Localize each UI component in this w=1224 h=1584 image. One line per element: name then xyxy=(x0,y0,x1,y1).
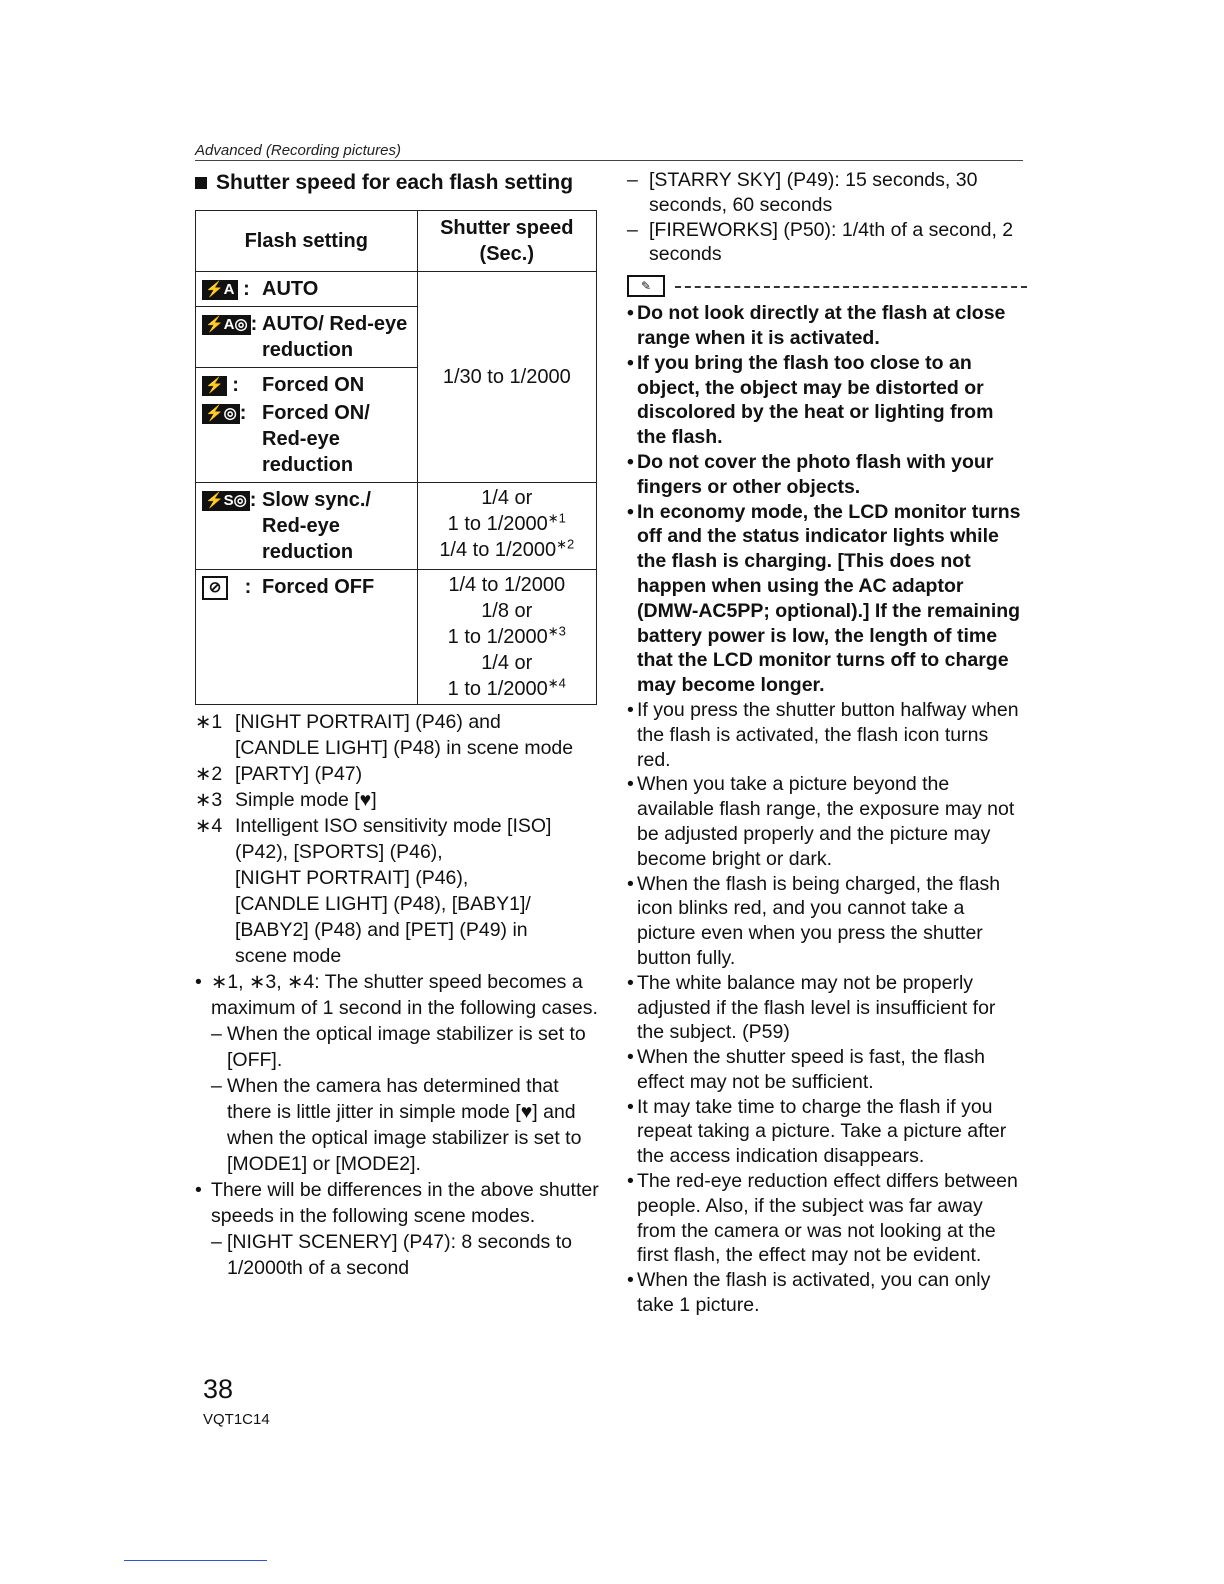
flash-row-forced-on-redeye: ⚡◎ : Forced ON/ Red-eye reduction xyxy=(202,400,413,478)
footnote: ∗2 [PARTY] (P47) xyxy=(195,763,363,785)
flash-label: Forced ON/ Red-eye reduction xyxy=(262,402,370,476)
section-heading xyxy=(195,170,600,196)
list-item: • There will be differences in the above shutter speeds in the following scene modes. xyxy=(195,1179,599,1227)
footnote: ∗4 Intelligent ISO sensitivity mode [ISO] (P42), [SPORTS] (P46), [NIGHT PORTRAIT] (P46), [CANDLE LIGHT] (P48), [BABY1]/ [BABY2] (P48) and [PET] (P49) in scene mode xyxy=(195,815,552,967)
flash-auto-redeye-icon: ⚡A◎ xyxy=(202,315,251,335)
list-item: • The white balance may not be properly adjusted if the flash level is insufficient for the subject. (P59) xyxy=(627,971,996,1044)
right-column xyxy=(627,168,1027,1318)
list-item: • It may take time to charge the flash if you repeat taking a picture. Take a picture after the access indication disappears. xyxy=(627,1095,1007,1168)
divider xyxy=(124,1560,267,1561)
flash-row-forced-off: ⊘ : Forced OFF xyxy=(202,574,413,600)
list-item: – When the optical image stabilizer is set to [OFF]. xyxy=(211,1023,586,1071)
flash-forced-on-redeye-icon: ⚡◎ xyxy=(202,404,240,424)
flash-auto-icon: ⚡A xyxy=(202,280,238,300)
left-column xyxy=(195,168,600,1281)
table-row xyxy=(196,272,597,307)
list-item: – [NIGHT SCENERY] (P47): 8 seconds to 1/2000th of a second xyxy=(211,1231,572,1279)
list-item: • Do not look directly at the flash at close range when it is activated. xyxy=(627,302,1006,349)
flash-row-forced-on: ⚡ : Forced ON xyxy=(202,372,413,398)
heading-text: Shutter speed for each flash setting xyxy=(216,171,574,194)
flash-off-icon: ⊘ xyxy=(202,576,228,600)
flash-label: Forced ON xyxy=(262,374,365,396)
section-label: Advanced (Recording pictures) xyxy=(195,142,401,159)
list-item: – [STARRY SKY] (P49): 15 seconds, 30 seconds, 60 seconds xyxy=(627,169,978,216)
footnote: ∗3 Simple mode [♥] xyxy=(195,789,377,811)
note-icon: ✎ xyxy=(627,275,665,297)
speed-cell: 1/30 to 1/2000 xyxy=(417,272,596,483)
list-item: • When you take a picture beyond the available flash range, the exposure may not be adjusted properly and the picture may become bright or dark. xyxy=(627,773,1015,870)
list-item: • In economy mode, the LCD monitor turns off and the status indicator lights while the flash is charging. [This does not happen when using the AC adaptor (DMW-AC5PP; optional).] If the remaining battery power is low, the length of time that the LCD monitor turns off to charge may become longer. xyxy=(627,500,1021,697)
list-item: – When the camera has determined that there is little jitter in simple mode [♥] and when the optical image stabilizer is set to [MODE1] or [MODE2]. xyxy=(211,1075,582,1175)
list-item: • When the flash is activated, you can only take 1 picture. xyxy=(627,1269,991,1317)
list-item: • ∗1, ∗3, ∗4: The shutter speed becomes a maximum of 1 second in the following cases. xyxy=(195,971,598,1019)
list-item: • If you bring the flash too close to an object, the object may be distorted or discolored by the heat or lighting from the flash. xyxy=(627,351,994,449)
list-item: • If you press the shutter button halfway when the flash is activated, the flash icon turns red. xyxy=(627,698,1019,771)
list-item: • Do not cover the photo flash with your fingers or other objects. xyxy=(627,450,994,498)
flash-label: AUTO xyxy=(262,278,319,300)
document-code: VQT1C14 xyxy=(203,1411,270,1428)
table-row xyxy=(196,570,597,705)
list-item: – [FIREWORKS] (P50): 1/4th of a second, 2 seconds xyxy=(627,218,1014,266)
page-number: 38 xyxy=(203,1374,234,1404)
list-item: • When the flash is being charged, the flash icon blinks red, and you cannot take a picture even when you press the shutter button fully. xyxy=(627,872,1001,969)
flash-label: Forced OFF xyxy=(262,576,375,598)
table-row xyxy=(196,483,597,570)
col-shutter-speed: Shutter speed (Sec.) xyxy=(417,211,596,272)
list-item: • The red-eye reduction effect differs between people. Also, if the subject was far away from the camera or was not looking at the first flash, the effect may not be evident. xyxy=(627,1170,1018,1267)
list-item: • When the shutter speed is fast, the flash effect may not be sufficient. xyxy=(627,1046,985,1093)
footnotes xyxy=(195,709,600,969)
flash-label: Slow sync./ Red-eye reduction xyxy=(262,489,371,563)
flash-row-auto-redeye: ⚡A◎ : AUTO/ Red-eye reduction xyxy=(202,311,413,363)
col-flash-setting: Flash setting xyxy=(196,211,418,272)
square-bullet-icon xyxy=(195,177,207,189)
speed-cell: 1/4 to 1/2000 1/8 or 1 to $1/2000^{∗3}$ 1/4 or 1 to $1/2000^{∗4}$ xyxy=(417,570,596,705)
flash-row-slow-sync: ⚡S◎ : Slow sync./ Red-eye reduction xyxy=(202,487,413,565)
flash-slow-sync-icon: ⚡S◎ xyxy=(202,491,250,511)
table-header-row xyxy=(196,211,597,272)
flash-table xyxy=(195,210,597,705)
footnote: ∗1 [NIGHT PORTRAIT] (P46) and [CANDLE LIGHT] (P48) in scene mode xyxy=(195,711,574,759)
flash-label: AUTO/ Red-eye reduction xyxy=(262,313,408,361)
flash-row-auto: ⚡A : AUTO xyxy=(202,276,413,302)
flash-forced-on-icon: ⚡ xyxy=(202,376,227,396)
speed-cell: 1/4 or 1 to $1/2000^{∗1}$ 1/4 to $1/2000^{∗2}$ xyxy=(417,483,596,570)
memo-divider xyxy=(627,275,1027,297)
header-rule xyxy=(195,160,1023,161)
